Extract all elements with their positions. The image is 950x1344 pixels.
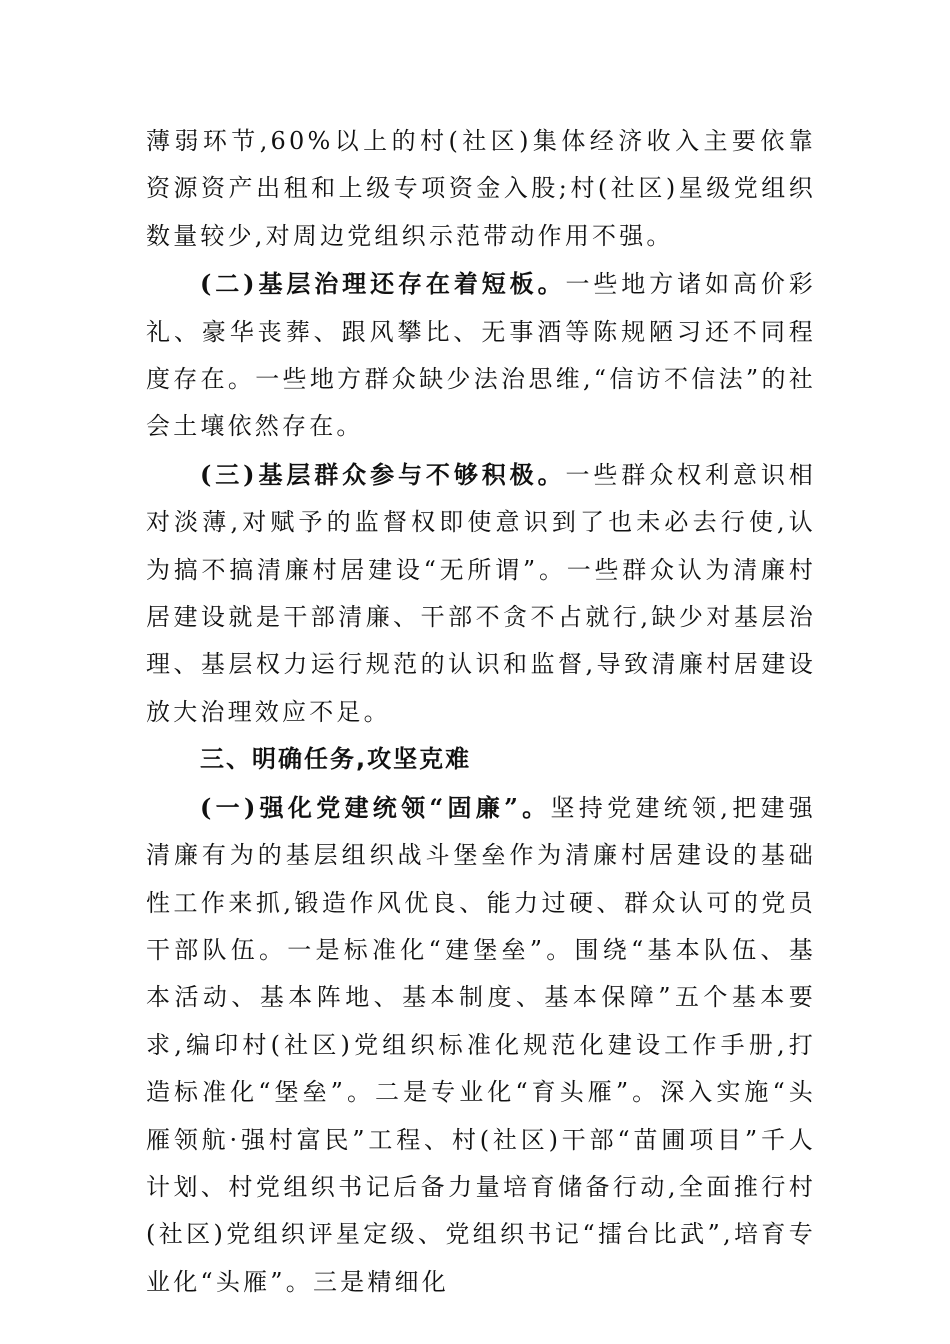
paragraph-weak-links: 薄弱环节,60%以上的村(社区)集体经济收入主要依靠资源资产出租和上级专项资金入股;村(社区)星级党组织数量较少,对周边党组织示范带动作用不强。 — [146, 127, 816, 250]
paragraph-lead-governance: (二)基层治理还存在着短板。 — [200, 269, 566, 299]
section-heading: 三、明确任务,攻坚克难 — [200, 745, 472, 774]
paragraph-lead-participation: (三)基层群众参与不够积极。 — [200, 459, 566, 489]
paragraph-public-participation — [146, 451, 816, 736]
paragraph-body-participation: 一些群众权利意识相对淡薄,对赋予的监督权即使意识到了也未必去行使,认为搞不搞清廉村居建设“无所谓”。一些群众认为清廉村居建设就是干部清廉、干部不贪不占就行,缺少对基层治理、基层权力运行规范的认识和监督,导致清廉村居建设放大治理效应不足。 — [146, 460, 816, 726]
paragraph-party-building — [146, 784, 816, 1306]
paragraph-body-governance: 一些地方诸如高价彩礼、豪华丧葬、跟风攀比、无事酒等陈规陋习还不同程度存在。一些地方群众缺少法治思维,“信访不信法”的社会土壤依然存在。 — [146, 270, 816, 441]
paragraph-lead-party-building: (一)强化党建统领“固廉”。 — [200, 792, 551, 822]
document-body — [146, 118, 816, 1306]
paragraph-governance-shortcomings — [146, 260, 816, 451]
paragraph-body-party-building: 坚持党建统领,把建强清廉有为的基层组织战斗堡垒作为清廉村居建设的基础性工作来抓,锻造作风优良、能力过硬、群众认可的党员干部队伍。一是标准化“建堡垒”。围绕“基本队伍、基本活动、基本阵地、基本制度、基本保障”五个基本要求,编印村(社区)党组织标准化规范化建设工作手册,打造标准化“堡垒”。二是专业化“育头雁”。深入实施“头雁领航·强村富民”工程、村(社区)干部“苗圃项目”千人计划、村党组织书记后备力量培育储备行动,全面推行村(社区)党组织评星定级、党组织书记“擂台比武”,培育专业化“头雁”。三是精细化 — [146, 793, 816, 1296]
